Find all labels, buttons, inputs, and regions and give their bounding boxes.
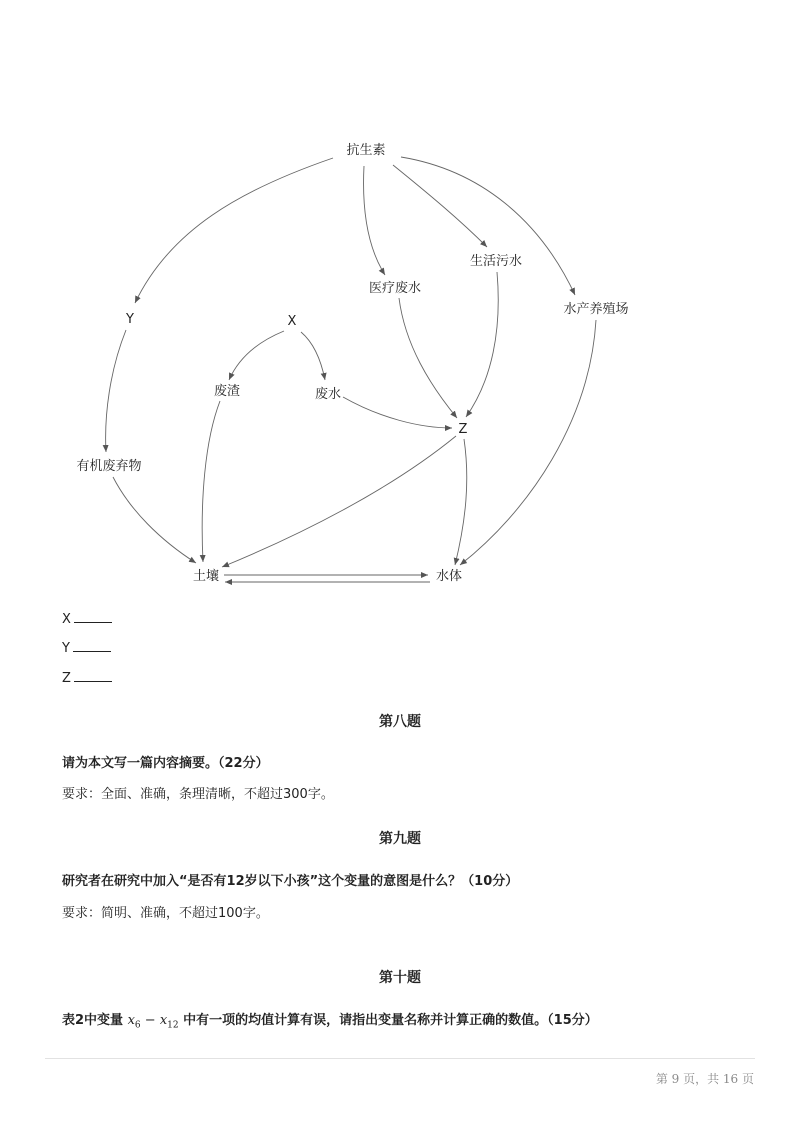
- blank-z-line[interactable]: [74, 670, 112, 682]
- node-medical-wastewater: 医疗废水: [368, 281, 422, 296]
- node-organic-waste: 有机废弃物: [76, 459, 142, 474]
- edge-x-wastewater: [301, 332, 325, 380]
- blank-y: [62, 640, 111, 656]
- blank-z-label: Z: [62, 671, 71, 686]
- q9-title: 第九题: [379, 831, 421, 847]
- blank-x-line[interactable]: [74, 611, 112, 623]
- node-domestic-sewage: 生活污水: [469, 254, 523, 269]
- q9-text: 研究者在研究中加入“是否有12岁以下小孩”这个变量的意图是什么？（10分）: [62, 874, 519, 889]
- blank-y-label: Y: [62, 641, 70, 656]
- q8-requirement: 要求：全面、准确，条理清晰，不超过300字。: [62, 787, 334, 802]
- edge-medical-wastewater-z: [399, 298, 457, 418]
- edge-organic-waste-soil: [113, 477, 196, 563]
- edge-wastewater-z: [343, 397, 452, 428]
- blank-z: [62, 670, 112, 686]
- footer-divider: [45, 1058, 755, 1059]
- edge-antibiotics-y: [135, 158, 333, 303]
- edge-z-soil: [222, 436, 456, 567]
- node-waste-residue: 废渣: [213, 384, 241, 399]
- node-y: Y: [126, 312, 134, 327]
- edge-y-organic-waste: [106, 330, 126, 452]
- edge-waste-residue-soil: [202, 401, 220, 562]
- node-z: Z: [458, 422, 468, 437]
- node-soil: 土壤: [192, 569, 220, 584]
- node-water-body: 水体: [435, 569, 463, 584]
- edge-antibiotics-medical-wastewater: [364, 166, 385, 275]
- q10-var-b: $x_{12}$: [159, 1013, 179, 1031]
- node-x: X: [287, 314, 297, 329]
- q8-text: 请为本文写一篇内容摘要。（22分）: [62, 756, 269, 771]
- blank-y-line[interactable]: [73, 640, 111, 652]
- q10-title: 第十题: [379, 970, 421, 986]
- q10-text-before: 表2中变量: [62, 1013, 128, 1028]
- edge-antibiotics-aquaculture: [401, 157, 575, 295]
- q8-title: 第八题: [379, 714, 421, 730]
- blank-x-label: X: [62, 612, 71, 627]
- q10-dash: −: [140, 1013, 160, 1028]
- edge-z-water-body: [455, 439, 467, 565]
- edge-x-waste-residue: [229, 331, 284, 380]
- edge-domestic-sewage-z: [466, 272, 498, 417]
- node-wastewater: 废水: [314, 387, 342, 402]
- page-number: 第 9 页，共 16 页: [655, 1072, 754, 1086]
- node-aquaculture: 水产养殖场: [563, 302, 629, 317]
- edge-aquaculture-water-body: [460, 320, 596, 565]
- edge-antibiotics-domestic-sewage: [393, 165, 487, 247]
- q10-text-after: 中有一项的均值计算有误，请指出变量名称并计算正确的数值。（15分）: [178, 1013, 598, 1028]
- q10-text: [62, 1009, 598, 1031]
- blank-x: [62, 611, 112, 627]
- node-antibiotics: 抗生素: [346, 143, 386, 158]
- q10-var-a: $x_6$: [127, 1013, 141, 1031]
- q9-requirement: 要求：简明、准确，不超过100字。: [62, 906, 269, 921]
